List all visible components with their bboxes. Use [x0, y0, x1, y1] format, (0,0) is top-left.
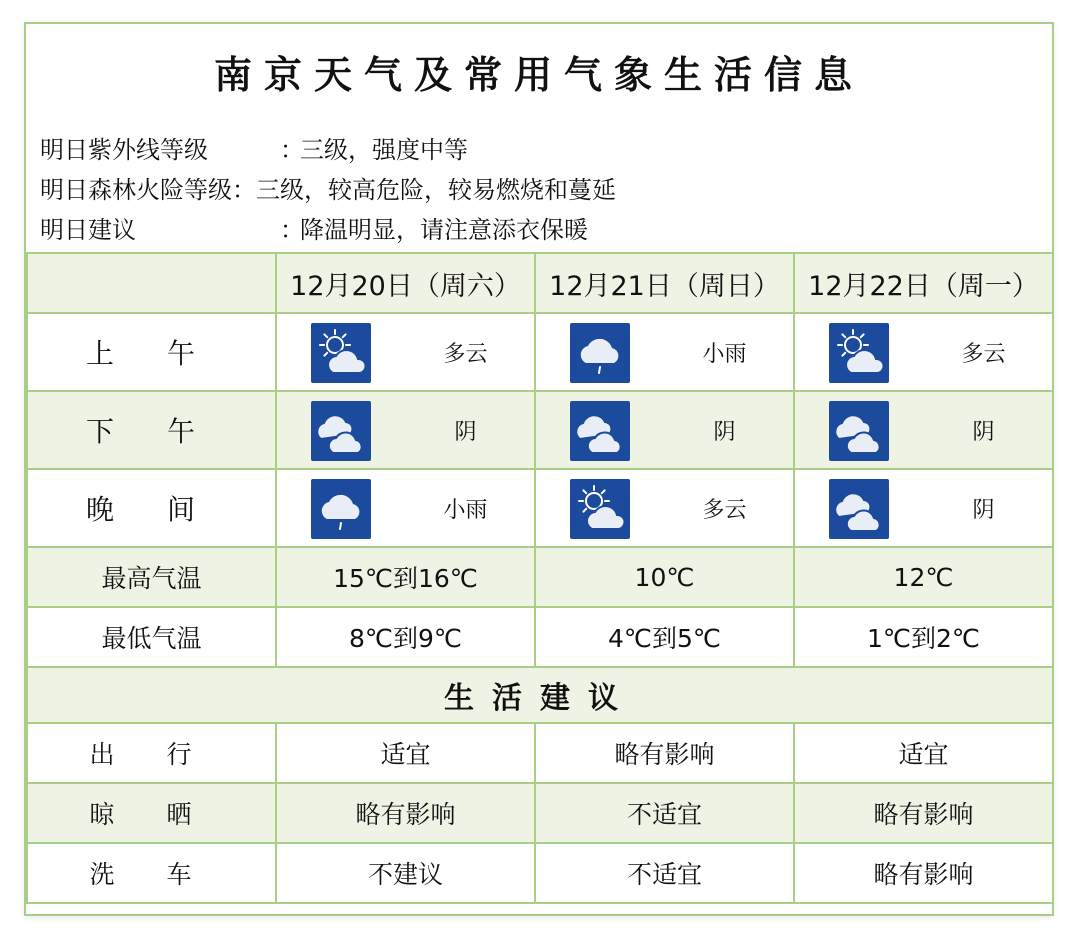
condition-text: 阴: [454, 419, 477, 445]
overcast-icon: [829, 479, 889, 539]
condition-text: 多云: [702, 497, 747, 523]
period-row-afternoon: [27, 391, 1053, 469]
weather-card: [24, 22, 1054, 916]
info-value: 三级，较高危险，较易燃烧和蔓延: [256, 176, 616, 204]
weather-cell: [794, 313, 1053, 391]
temp-value: 1℃到2℃: [794, 607, 1053, 667]
weather-cell: [794, 391, 1053, 469]
life-value: 不适宜: [535, 843, 794, 903]
life-value: 略有影响: [794, 843, 1053, 903]
condition-text: 多云: [961, 341, 1006, 367]
condition-text: 小雨: [443, 497, 488, 523]
overcast-icon: [829, 401, 889, 461]
info-label: 明日紫外线等级: [40, 136, 208, 164]
high-temp-label: 最高气温: [27, 547, 276, 607]
temp-value: 8℃到9℃: [276, 607, 535, 667]
condition-text: 阴: [713, 419, 736, 445]
low-temp-label: 最低气温: [27, 607, 276, 667]
weather-cell: [535, 313, 794, 391]
period-label: 上 午: [27, 313, 276, 391]
partly-cloudy-icon: [570, 479, 630, 539]
temp-value: 10℃: [535, 547, 794, 607]
temp-value: 15℃到16℃: [276, 547, 535, 607]
partly-cloudy-icon: [829, 323, 889, 383]
period-label: 晚 间: [27, 469, 276, 547]
header-blank: [27, 253, 276, 313]
weather-cell: [276, 313, 535, 391]
life-value: 略有影响: [276, 783, 535, 843]
high-temp-row: [27, 547, 1053, 607]
life-row-travel: [27, 723, 1053, 783]
weather-cell: [535, 391, 794, 469]
period-row-evening: [27, 469, 1053, 547]
day-header: 12月22日（周一）: [794, 253, 1053, 313]
life-value: 略有影响: [535, 723, 794, 783]
life-value: 适宜: [794, 723, 1053, 783]
info-colon: ：: [232, 176, 256, 204]
life-section-header: [27, 667, 1053, 723]
partly-cloudy-icon: [311, 323, 371, 383]
condition-text: 阴: [972, 497, 995, 523]
period-label: 下 午: [27, 391, 276, 469]
info-fire: [40, 176, 616, 204]
condition-text: 多云: [443, 341, 488, 367]
info-value: 降温明显，请注意添衣保暖: [300, 216, 588, 244]
info-colon: ：: [280, 216, 304, 244]
overcast-icon: [311, 401, 371, 461]
low-temp-row: [27, 607, 1053, 667]
condition-text: 阴: [972, 419, 995, 445]
life-value: 适宜: [276, 723, 535, 783]
period-row-morning: [27, 313, 1053, 391]
life-label: 出 行: [27, 723, 276, 783]
info-advice: [40, 216, 588, 244]
info-uv: [40, 136, 468, 164]
condition-text: 小雨: [702, 341, 747, 367]
life-value: 不适宜: [535, 783, 794, 843]
life-label: 晾 晒: [27, 783, 276, 843]
life-section-title: 生活建议: [27, 667, 1053, 723]
temp-value: 12℃: [794, 547, 1053, 607]
table-header-row: [27, 253, 1053, 313]
life-label: 洗 车: [27, 843, 276, 903]
day-header: 12月21日（周日）: [535, 253, 794, 313]
forecast-table: [26, 252, 1054, 904]
weather-cell: [794, 469, 1053, 547]
page-title: 南京天气及常用气象生活信息: [213, 52, 864, 97]
life-row-carwash: [27, 843, 1053, 903]
life-row-drying: [27, 783, 1053, 843]
weather-cell: [276, 469, 535, 547]
info-value: 三级，强度中等: [300, 136, 468, 164]
day-header: 12月20日（周六）: [276, 253, 535, 313]
info-label: 明日建议: [40, 216, 136, 244]
temp-value: 4℃到5℃: [535, 607, 794, 667]
life-value: 略有影响: [794, 783, 1053, 843]
life-value: 不建议: [276, 843, 535, 903]
info-colon: ：: [280, 136, 304, 164]
rain-icon: [311, 479, 371, 539]
rain-icon: [570, 323, 630, 383]
weather-cell: [535, 469, 794, 547]
info-label: 明日森林火险等级: [40, 176, 232, 204]
overcast-icon: [570, 401, 630, 461]
weather-cell: [276, 391, 535, 469]
